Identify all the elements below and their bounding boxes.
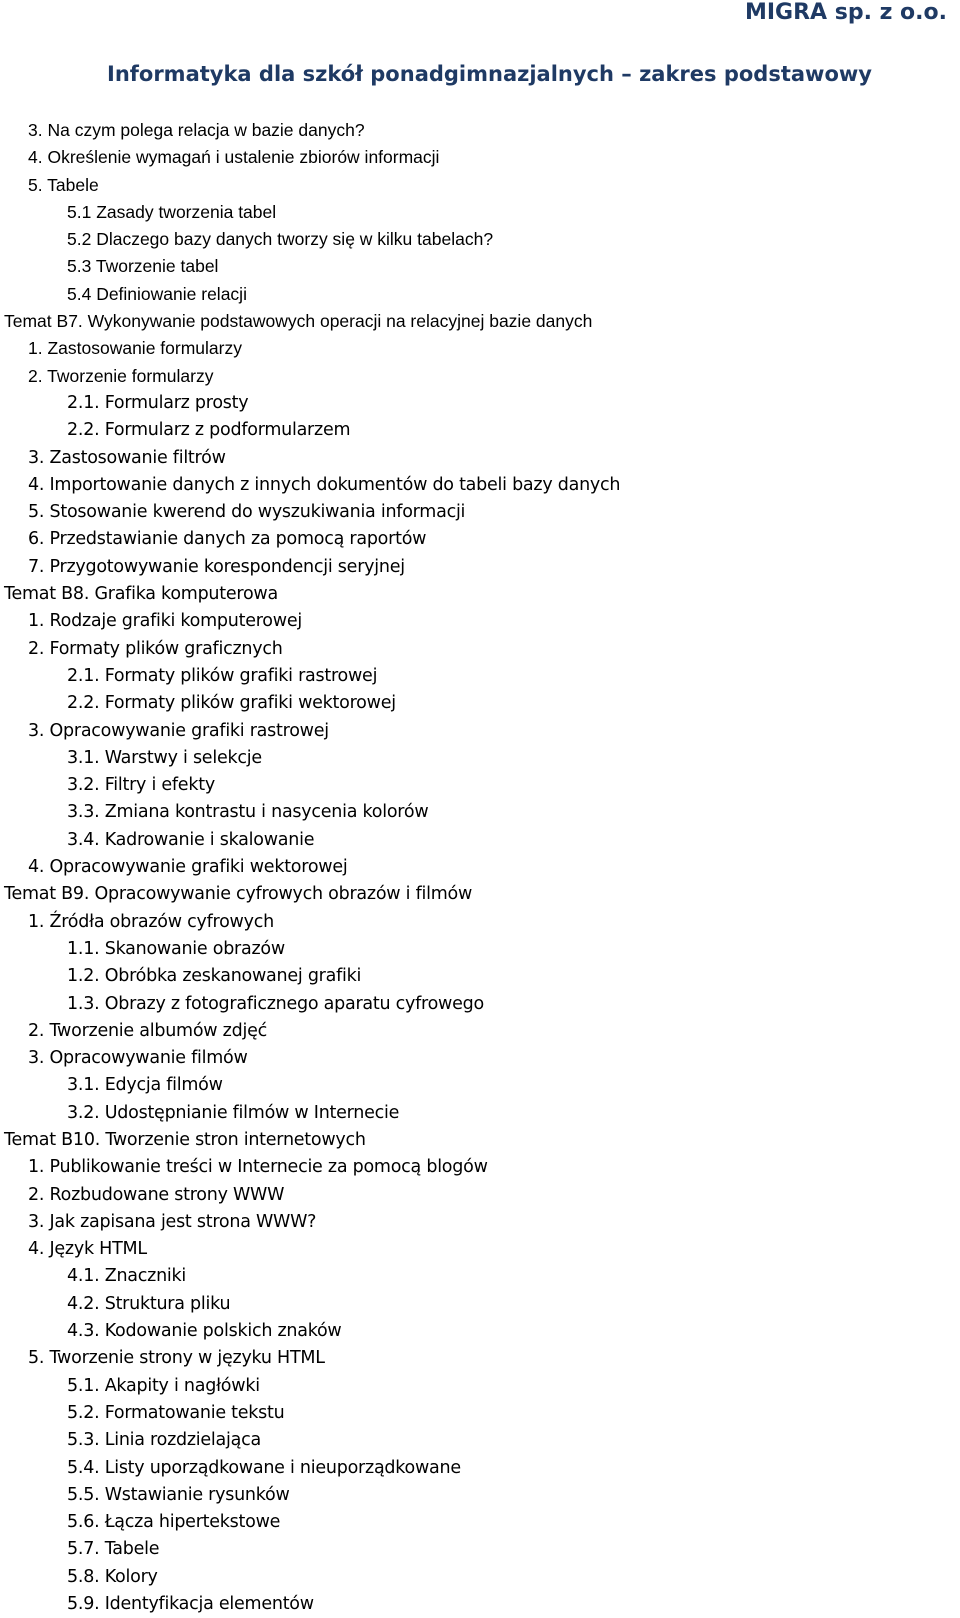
toc-subsection: 4.1. Znaczniki xyxy=(67,1266,187,1287)
toc-section: 3. Jak zapisana jest strona WWW? xyxy=(28,1211,317,1232)
toc-subsection: 3.2. Filtry i efekty xyxy=(67,775,215,796)
toc-section: 6. Przedstawianie danych za pomocą raportów xyxy=(28,529,427,550)
toc-subsection: 3.1. Edycja filmów xyxy=(67,1075,223,1096)
toc-subsection: 3.1. Warstwy i selekcje xyxy=(67,747,262,768)
toc-section: 3. Opracowywanie grafiki rastrowej xyxy=(28,720,329,741)
toc-section: 5. Stosowanie kwerend do wyszukiwania informacji xyxy=(28,502,466,523)
toc-subsection: 5.9. Identyfikacja elementów xyxy=(67,1594,314,1615)
toc-section: 3. Na czym polega relacja w bazie danych? xyxy=(28,120,365,140)
toc-subsection: 5.4 Definiowanie relacji xyxy=(67,283,247,304)
toc-subsection: 1.3. Obrazy z fotograficznego aparatu cyfrowego xyxy=(67,993,484,1014)
toc-section: 2. Rozbudowane strony WWW xyxy=(28,1184,285,1205)
toc-section: 7. Przygotowywanie korespondencji seryjnej xyxy=(28,556,405,577)
toc-subsection: 5.1. Akapity i nagłówki xyxy=(67,1375,260,1396)
toc-section: 4. Określenie wymagań i ustalenie zbiorów informacji xyxy=(28,147,440,168)
toc-subsection: 5.3 Tworzenie tabel xyxy=(67,256,219,277)
toc-section: 4. Język HTML xyxy=(28,1239,147,1260)
toc-section: 1. Rodzaje grafiki komputerowej xyxy=(28,611,302,632)
table-of-contents xyxy=(0,117,960,1618)
toc-subsection: 5.8. Kolory xyxy=(67,1566,158,1587)
toc-subsection: 1.2. Obróbka zeskanowanej grafiki xyxy=(67,966,362,987)
toc-section: 5. Tworzenie strony w języku HTML xyxy=(28,1348,325,1369)
toc-section: 3. Zastosowanie filtrów xyxy=(28,447,226,468)
toc-subsection: 2.1. Formularz prosty xyxy=(67,392,249,413)
toc-subsection: 3.3. Zmiana kontrastu i nasycenia kolorów xyxy=(67,802,429,823)
company-name: MIGRA sp. z o.o. xyxy=(744,0,947,25)
toc-subsection: 4.2. Struktura pliku xyxy=(67,1293,231,1314)
toc-subsection: 3.4. Kadrowanie i skalowanie xyxy=(67,829,315,850)
document-title: Informatyka dla szkół ponadgimnazjalnych – zakres podstawowy xyxy=(107,62,872,86)
toc-topic-heading: Temat B7. Wykonywanie podstawowych operacji na relacyjnej bazie danych xyxy=(4,311,593,332)
toc-topic-heading: Temat B8. Grafika komputerowa xyxy=(4,584,278,605)
toc-section: 1. Źródła obrazów cyfrowych xyxy=(28,911,274,932)
toc-subsection: 5.7. Tabele xyxy=(67,1539,160,1560)
toc-subsection: 5.5. Wstawianie rysunków xyxy=(67,1484,290,1505)
toc-subsection: 1.1. Skanowanie obrazów xyxy=(67,938,285,959)
toc-section: 4. Importowanie danych z innych dokumentów do tabeli bazy danych xyxy=(28,474,621,495)
toc-section: 1. Publikowanie treści w Internecie za pomocą blogów xyxy=(28,1157,488,1178)
toc-subsection: 5.4. Listy uporządkowane i nieuporządkowane xyxy=(67,1457,461,1478)
toc-topic-heading: Temat B9. Opracowywanie cyfrowych obrazów i filmów xyxy=(4,884,473,905)
toc-section: 2. Tworzenie formularzy xyxy=(28,365,214,386)
toc-section: 5. Tabele xyxy=(28,174,99,195)
toc-section: 1. Zastosowanie formularzy xyxy=(28,338,242,359)
toc-subsection: 4.3. Kodowanie polskich znaków xyxy=(67,1321,342,1342)
toc-section: 2. Tworzenie albumów zdjęć xyxy=(28,1020,267,1041)
toc-subsection: 5.2 Dlaczego bazy danych tworzy się w kilku tabelach? xyxy=(67,229,494,250)
toc-subsection: 2.2. Formularz z podformularzem xyxy=(67,420,351,441)
toc-topic-heading: Temat B10. Tworzenie stron internetowych xyxy=(4,1129,366,1150)
toc-subsection: 2.2. Formaty plików grafiki wektorowej xyxy=(67,693,396,714)
toc-subsection: 2.1. Formaty plików grafiki rastrowej xyxy=(67,665,378,686)
toc-subsection: 5.3. Linia rozdzielająca xyxy=(67,1430,261,1451)
toc-subsection: 5.1 Zasady tworzenia tabel xyxy=(67,201,277,222)
toc-section: 3. Opracowywanie filmów xyxy=(28,1048,248,1069)
toc-subsection: 5.2. Formatowanie tekstu xyxy=(67,1402,285,1423)
toc-section: 2. Formaty plików graficznych xyxy=(28,638,283,659)
toc-section: 4. Opracowywanie grafiki wektorowej xyxy=(28,857,348,878)
toc-subsection: 5.6. Łącza hipertekstowe xyxy=(67,1512,281,1533)
toc-subsection: 3.2. Udostępnianie filmów w Internecie xyxy=(67,1102,400,1123)
